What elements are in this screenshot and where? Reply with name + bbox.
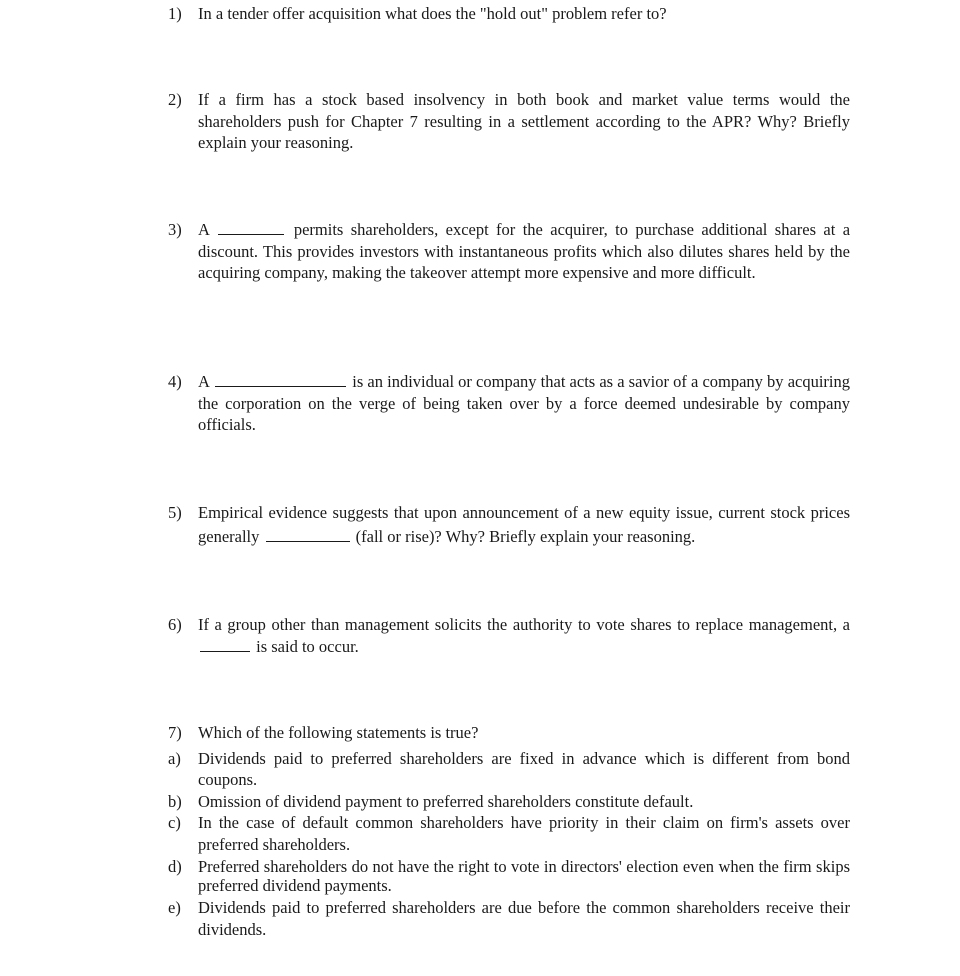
option-a[interactable] <box>168 748 850 791</box>
question-5 <box>168 501 850 549</box>
option-text: Omission of dividend payment to preferred shareholders constitute default. <box>198 791 694 811</box>
answer-blank[interactable] <box>200 637 250 652</box>
question-text-before: A <box>198 372 210 391</box>
option-letter: e) <box>168 898 181 917</box>
answer-blank[interactable] <box>218 220 284 235</box>
option-c[interactable] <box>168 812 850 855</box>
question-7 <box>168 722 850 940</box>
question-text-after: is said to occur. <box>256 636 359 656</box>
question-text <box>198 371 850 436</box>
option-text: Dividends paid to preferred shareholders are due before the common shareholders receive their dividends. <box>198 898 850 939</box>
question-number: 1) <box>168 4 182 23</box>
question-text-before: Empirical evidence suggests that upon announcement of a new equity issue, current stock prices generally <box>198 503 850 546</box>
question-number: 6) <box>168 615 182 634</box>
option-letter: c) <box>168 813 181 832</box>
option-b[interactable] <box>168 791 850 813</box>
option-text: Dividends paid to preferred shareholders are fixed in advance which is different from bond coupons. <box>198 748 850 789</box>
option-letter: b) <box>168 791 182 811</box>
question-number: 4) <box>168 372 182 391</box>
question-number: 2) <box>168 90 182 109</box>
question-text: In a tender offer acquisition what does the "hold out" problem refer to? <box>198 4 667 23</box>
option-text: In the case of default common shareholders have priority in their claim on firm's assets over preferred shareholders. <box>198 813 850 854</box>
question-text <box>198 501 850 549</box>
question-text: If a firm has a stock based insolvency in both book and market value terms would the shareholders push for Chapter 7 resulting in a settlement according to the APR? Why? Briefly explain your reasoning. <box>198 90 850 152</box>
question-4 <box>168 371 850 436</box>
question-text-after: permits shareholders, except for the acquirer, to purchase additional shares at a discount. This provides investors with instantaneous profits which also dilutes shares held by the acquiring company, making the takeover attempt more expensive and more difficult. <box>198 220 851 282</box>
question-text-before: A <box>198 220 210 239</box>
question-number: 3) <box>168 220 182 239</box>
answer-blank[interactable] <box>215 372 346 387</box>
question-text-after: is an individual or company that acts as a savior of a company by acquiring the corporation on the verge of being taken over by a force deemed undesirable by company officials. <box>198 372 851 434</box>
question-text <box>198 219 850 284</box>
option-letter: d) <box>168 857 182 876</box>
question-text-before: If a group other than management solicits the authority to vote shares to replace management, a <box>198 615 850 634</box>
option-d[interactable] <box>168 857 850 895</box>
answer-blank[interactable] <box>266 527 350 542</box>
question-3 <box>168 219 850 284</box>
question-1 <box>168 3 850 25</box>
question-text-after: (fall or rise)? Why? Briefly explain your reasoning. <box>355 527 696 546</box>
question-text: Which of the following statements is true? <box>198 723 479 742</box>
question-number: 5) <box>168 503 182 522</box>
option-letter: a) <box>168 748 181 768</box>
question-text <box>198 614 850 657</box>
question-6 <box>168 614 850 657</box>
option-e[interactable] <box>168 897 850 940</box>
question-number: 7) <box>168 723 182 742</box>
option-text: Preferred shareholders do not have the right to vote in directors' election even when the firm skips preferred dividend payments. <box>198 857 850 895</box>
question-2 <box>168 89 850 154</box>
